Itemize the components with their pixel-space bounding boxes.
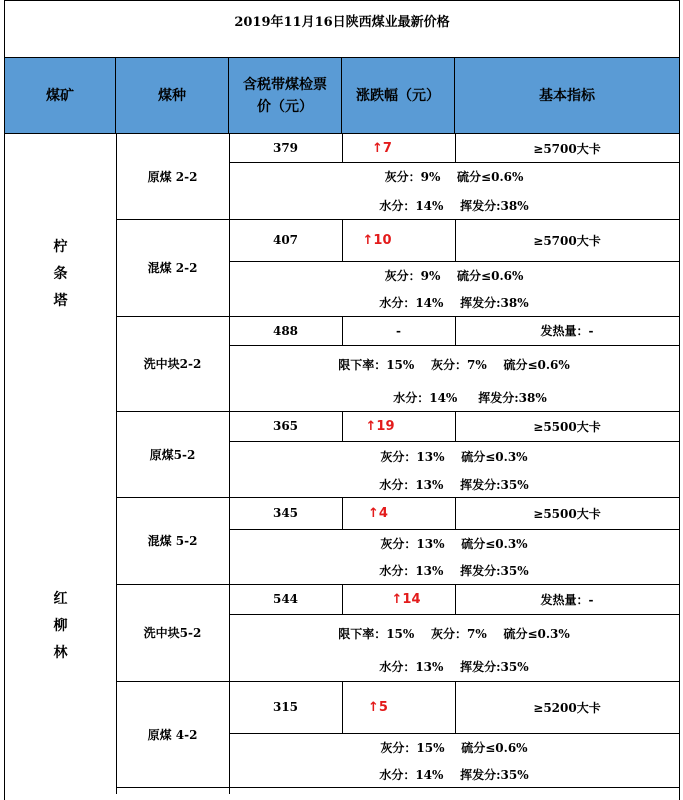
- spec-line-2: 水分：14% 挥发分:38%: [393, 390, 547, 405]
- mine-hongliulin: [5, 491, 116, 761]
- spec-line-2: 水分：13% 挥发分:35%: [379, 564, 529, 578]
- coal-type-cell: 混煤 5-2: [147, 534, 198, 548]
- mine-char: 柳: [53, 617, 68, 634]
- mine-ningtiaota: [5, 134, 116, 414]
- mine-char: 塔: [53, 292, 68, 309]
- mine-char: 柠: [53, 238, 68, 255]
- mine-char: 条: [53, 265, 68, 282]
- spec-line-2: 水分：14% 挥发分:38%: [379, 296, 529, 310]
- grid-line: [455, 584, 456, 614]
- grid-line: [116, 134, 117, 794]
- price-cell: 365: [272, 419, 299, 433]
- grid-line: [229, 345, 679, 346]
- grid-line: [229, 733, 679, 734]
- mine-char: 林: [53, 644, 68, 661]
- grid-line: [116, 411, 679, 412]
- grid-line: [342, 681, 343, 733]
- indicator-cell: ≥5500大卡: [533, 506, 601, 521]
- grid-line: [229, 614, 679, 615]
- header-spec: 基本指标: [455, 57, 679, 134]
- price-cell: 315: [272, 700, 299, 714]
- header-price-line1: 含税带煤检票: [243, 76, 327, 93]
- change-cell: ↑19: [365, 418, 395, 434]
- spec-line-2: 水分：14% 挥发分:35%: [379, 767, 529, 782]
- spec-line-1: 限下率：15% 灰分：7% 硫分≤0.3%: [338, 626, 570, 641]
- indicator-cell: 发热量：-: [540, 324, 594, 338]
- spec-line-1: 灰分：13% 硫分≤0.3%: [380, 449, 528, 464]
- price-cell: 544: [272, 592, 299, 606]
- change-cell: ↑4: [368, 505, 388, 521]
- spec-line-1: 灰分：9% 硫分≤0.6%: [384, 268, 524, 283]
- grid-line: [229, 529, 679, 530]
- header-price-line2: 价（元）: [257, 98, 313, 115]
- grid-line: [342, 497, 343, 529]
- header-mine: 煤矿: [5, 57, 116, 134]
- header-change: 涨跌幅（元）: [342, 57, 455, 134]
- indicator-cell: ≥5700大卡: [533, 233, 601, 248]
- grid-line: [455, 411, 456, 441]
- spec-line-2: 水分：14% 挥发分:38%: [379, 198, 529, 213]
- price-cell: 379: [272, 141, 299, 155]
- spec-line-1: 灰分：15% 硫分≤0.6%: [380, 740, 528, 755]
- grid-line: [229, 441, 679, 442]
- change-cell: ↑10: [362, 232, 392, 248]
- price-cell: 407: [272, 233, 299, 247]
- change-cell: ↑7: [372, 140, 392, 156]
- change-cell: -: [396, 323, 401, 338]
- grid-line: [229, 134, 230, 794]
- change-cell: ↑14: [391, 591, 421, 607]
- spec-line-2: 水分：13% 挥发分:35%: [379, 477, 529, 492]
- coal-type-cell: 洗中块2-2: [143, 357, 202, 371]
- coal-type-cell: 洗中块5-2: [143, 626, 202, 640]
- grid-line: [342, 584, 343, 614]
- grid-line: [455, 134, 456, 162]
- indicator-cell: ≥5700大卡: [533, 141, 601, 156]
- header-coal-type: 煤种: [116, 57, 229, 134]
- grid-line: [342, 411, 343, 441]
- grid-line: [455, 681, 456, 733]
- grid-line: [116, 584, 679, 585]
- coal-type-cell: 原煤5-2: [149, 447, 196, 462]
- table-title: 2019年11月16日陕西煤业最新价格: [234, 14, 450, 30]
- grid-line: [116, 316, 679, 317]
- grid-line: [116, 497, 679, 498]
- spec-line-1: 灰分：13% 硫分≤0.3%: [380, 536, 528, 551]
- coal-type-cell: 原煤 4-2: [147, 727, 198, 742]
- grid-line: [229, 261, 679, 262]
- indicator-cell: ≥5500大卡: [533, 419, 601, 434]
- grid-line: [455, 219, 456, 261]
- grid-line: [229, 162, 679, 163]
- grid-line: [342, 316, 343, 345]
- coal-type-cell: 原煤 2-2: [147, 170, 198, 184]
- grid-line: [455, 497, 456, 529]
- change-cell: ↑5: [368, 699, 388, 715]
- spec-line-1: 限下率：15% 灰分：7% 硫分≤0.6%: [338, 357, 570, 372]
- header-price: [229, 57, 342, 134]
- grid-line: [455, 316, 456, 345]
- grid-line: [342, 134, 343, 162]
- spec-line-2: 水分：13% 挥发分:35%: [379, 660, 529, 674]
- grid-line: [342, 219, 343, 261]
- grid-line: [116, 681, 679, 682]
- indicator-cell: 发热量：-: [540, 592, 594, 607]
- indicator-cell: ≥5200大卡: [533, 700, 601, 715]
- price-cell: 345: [272, 506, 299, 520]
- price-table: [4, 0, 680, 800]
- price-cell: 488: [272, 323, 299, 338]
- spec-line-1: 灰分：9% 硫分≤0.6%: [384, 170, 524, 184]
- grid-line: [116, 219, 679, 220]
- coal-type-cell: 混煤 2-2: [147, 261, 198, 275]
- grid-line: [116, 787, 679, 788]
- mine-char: 红: [53, 590, 68, 607]
